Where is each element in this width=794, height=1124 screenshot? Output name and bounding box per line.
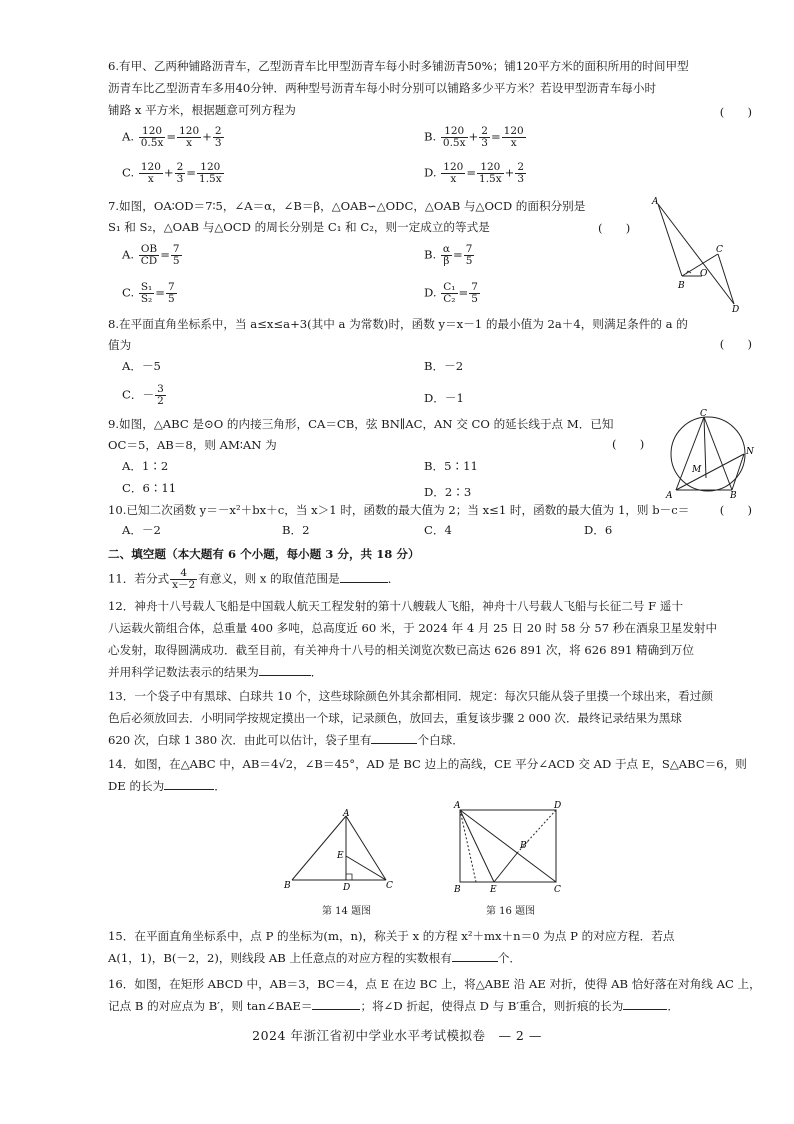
q9-label-c: C	[700, 409, 707, 419]
q9-line2: OC＝5，AB＝8，则 AM∶AN 为	[108, 437, 277, 452]
q16-figure	[448, 798, 572, 894]
q16-label-d: D	[554, 801, 562, 811]
q7-figure	[646, 192, 746, 314]
q8-line2: 值为	[108, 337, 132, 352]
q16-label-e: E	[490, 885, 497, 894]
q7-label-o: O	[700, 269, 708, 279]
q16-answer-blank-2[interactable]	[623, 998, 667, 1010]
q8-option-b[interactable]: B．－2	[424, 359, 464, 373]
q9-label-n: N	[746, 447, 754, 457]
q16-label-b: B	[454, 885, 461, 894]
q14-seg-ac	[346, 816, 386, 880]
q6-option-b[interactable]: B. $\frac{120}{0.5x}$ + $\frac{2}{3}$ = $\frac{120}{x}$	[424, 125, 524, 150]
q14-figure	[280, 808, 410, 894]
q13-stem: 13．一个袋子中有黑球、白球共 10 个，这些球除颜色外其余都相同．规定：每次只能从袋子里摸一个球出来，看过颜 色后必须放回去．小明同学按规定摸出一个球，记录颜色，放回去，重复该步骤 2 000 次．最终记录结果为黑球 620 次，白球 1 380 次．由此可以估计，袋子里有 个白球．	[108, 689, 713, 747]
q16-label-b-prime: B′	[520, 841, 529, 851]
q7-stem	[108, 198, 648, 237]
q14-label-e: E	[337, 851, 344, 861]
q14-seg-ab	[292, 816, 346, 880]
q9-option-d[interactable]: D．2∶3	[424, 485, 472, 499]
q10-paren: ( )	[719, 503, 752, 517]
q9-option-c[interactable]: C．6∶11	[122, 481, 177, 495]
q16-stem: 16．如图，在矩形 ABCD 中，AB＝3，BC＝4，点 E 在边 BC 上，将△ABE 沿 AE 对折，使得 AB 恰好落在对角线 AC 上， 记点 B 的对应点为 B′，则 tan∠BAE＝ ；将∠D 折起，使得点 D 与 B′重合，则折痕的长为 ．	[108, 977, 761, 1013]
q14-right-angle-mark	[346, 874, 352, 880]
q8-line1: 8.在平面直角坐标系中，当 a≤x≤a+3(其中 a 为常数)时，函数 y＝x－1 的最小值为 2a＋4，则满足条件的 a 的	[108, 317, 688, 331]
q7-label-a: A	[652, 197, 659, 207]
q9-paren: ( )	[612, 437, 645, 451]
q15-stem: 15．在平面直角坐标系中，点 P 的坐标为(m，n)，称关于 x 的方程 x²＋mx＋n＝0 为点 P 的对应方程．若点 A(1，1)，B(－2，2)，则线段 AB 上任意点的对应方程的实数根有 个．	[108, 929, 675, 965]
q7-option-a[interactable]: A. $\frac{OB}{CD}$ = $\frac{7}{5}$	[122, 243, 180, 268]
q16-seg-ae	[460, 810, 494, 882]
q9-stem	[108, 416, 668, 455]
q10-option-a[interactable]: A．－2	[122, 523, 161, 537]
q11-answer-blank[interactable]	[340, 571, 388, 583]
q6-line3: 铺路 x 平方米，根据题意可列方程为	[108, 102, 296, 117]
q10-option-b[interactable]: B．2	[282, 523, 310, 537]
q7-seg-ab	[658, 204, 682, 276]
q9-label-m: M	[692, 465, 702, 475]
q6-stem	[108, 58, 768, 120]
q7-option-b[interactable]: B. $\frac{\alpha}{\beta}$ = $\frac{7}{5}$	[424, 243, 473, 268]
q14-answer-blank[interactable]	[164, 778, 214, 790]
q10-option-c[interactable]: C．4	[424, 523, 452, 537]
q10-stem: 10.已知二次函数 y＝－x²＋bx＋c，当 x＞1 时，函数的最大值为 2；当 x≤1 时，函数的最大值为 1，则 b－c＝	[108, 503, 690, 517]
q14-figure-caption: 第 14 题图	[322, 906, 372, 917]
section-2-heading: 二、填空题（本大题有 6 个小题，每小题 3 分，共 18 分）	[108, 547, 420, 561]
q8-option-a[interactable]: A．－5	[122, 359, 161, 373]
q16-figure-caption: 第 16 题图	[486, 906, 536, 917]
q9-label-b: B	[730, 491, 737, 500]
q6-line1: 6.有甲、乙两种铺路沥青车，乙型沥青车比甲型沥青车每小时多铺沥青50%；铺120平方米的面积所用的时间甲型	[108, 59, 689, 73]
q14-label-a: A	[343, 809, 350, 819]
q9-seg-ca	[676, 417, 704, 490]
q11-stem: 11．若分式 $\frac{4}{x-2}$ 有意义，则 x 的取值范围是 ．	[108, 567, 400, 592]
q16-seg-ac	[460, 810, 556, 882]
q6-option-a[interactable]: A. $\frac{120}{0.5x}$ = $\frac{120}{x}$ + $\frac{2}{3}$	[122, 125, 222, 150]
q7-line1: 7.如图，OA∶OD＝7∶5，∠A＝α，∠B＝β，△OAB∽△ODC，△OAB 与△OCD 的面积分别是	[108, 199, 586, 213]
q7-label-b: B	[678, 281, 685, 291]
q16-label-c: C	[554, 885, 561, 894]
q6-option-d[interactable]: D. $\frac{120}{x}$ = $\frac{120}{1.5x}$ + $\frac{2}{3}$	[424, 161, 525, 186]
q14-label-b: B	[284, 881, 291, 891]
q8-stem	[108, 316, 768, 355]
q9-seg-cb	[704, 417, 732, 490]
q7-label-c: C	[716, 245, 723, 255]
q7-line2: S₁ 和 S₂，△OAB 与△OCD 的周长分别是 C₁ 和 C₂，则一定成立的等式是	[108, 219, 490, 234]
page-footer: 2024 年浙江省初中学业水平考试模拟卷 — 2 —	[252, 1028, 542, 1043]
q8-option-c[interactable]: C．－ $\frac{3}{2}$	[122, 383, 164, 408]
q6-line2: 沥青车比乙型沥青车多用40分钟．两种型号沥青车每小时分别可以铺路多少平方米？若设甲型沥青车每小时	[108, 80, 657, 95]
q15-answer-blank[interactable]	[452, 950, 498, 962]
q7-label-d: D	[732, 305, 740, 314]
q9-seg-cm	[704, 417, 706, 478]
q16-label-a: A	[454, 801, 461, 811]
q9-label-a: A	[666, 491, 673, 500]
q7-seg-cd	[718, 254, 734, 304]
q9-figure	[660, 406, 760, 500]
q9-line1: 9.如图，△ABC 是⊙O 的内接三角形，CA＝CB，弦 BN∥AC，AN 交 CO 的延长线于点 M．已知	[108, 417, 614, 431]
q9-option-a[interactable]: A．1∶2	[122, 459, 169, 473]
q8-option-d[interactable]: D．－1	[424, 391, 464, 405]
q13-answer-blank[interactable]	[371, 732, 417, 744]
q16-answer-blank-1[interactable]	[312, 998, 360, 1010]
q7-option-c[interactable]: C. $\frac{\text{S₁}}{\text{S₂}}$ = $\frac{7}{5}$	[122, 281, 175, 306]
q7-paren: ( )	[598, 221, 631, 235]
q14-label-d: D	[343, 883, 351, 893]
q6-option-c[interactable]: C. $\frac{120}{x}$ + $\frac{2}{3}$ = $\frac{120}{1.5x}$	[122, 161, 222, 186]
q14-stem: 14．如图，在△ABC 中，AB＝4√2，∠B＝45°，AD 是 BC 边上的高线，CE 平分∠ACD 交 AD 于点 E，S△ABC＝6，则 DE 的长为 ．	[108, 757, 747, 793]
q10-option-d[interactable]: D．6	[584, 523, 613, 537]
q12-stem: 12．神舟十八号载人飞船是中国载人航天工程发射的第十八艘载人飞船，神舟十八号载人飞船与长征二号 F 遥十 八运载火箭组合体，总重量 400 多吨，总高度近 60 米，于 2024 年 4 月 25 日 20 时 58 分 57 秒在酒泉卫星发射中 心发射，取得圆满成功．截至目前，有关神舟十八号的相关浏览次数已高达 626 891 次，将 626 891 精确到万位 并用科学记数法表示的结果为 ．	[108, 599, 718, 679]
q8-paren: ( )	[719, 337, 752, 351]
q14-label-c: C	[386, 881, 393, 891]
q9-option-b[interactable]: B．5∶11	[424, 459, 478, 473]
q6-paren: ( )	[719, 105, 752, 119]
q12-answer-blank[interactable]	[259, 664, 311, 676]
q16-seg-eb-prime	[494, 852, 518, 882]
q7-option-d[interactable]: D. $\frac{\text{C₁}}{\text{C₂}}$ = $\frac{7}{5}$	[424, 281, 478, 306]
